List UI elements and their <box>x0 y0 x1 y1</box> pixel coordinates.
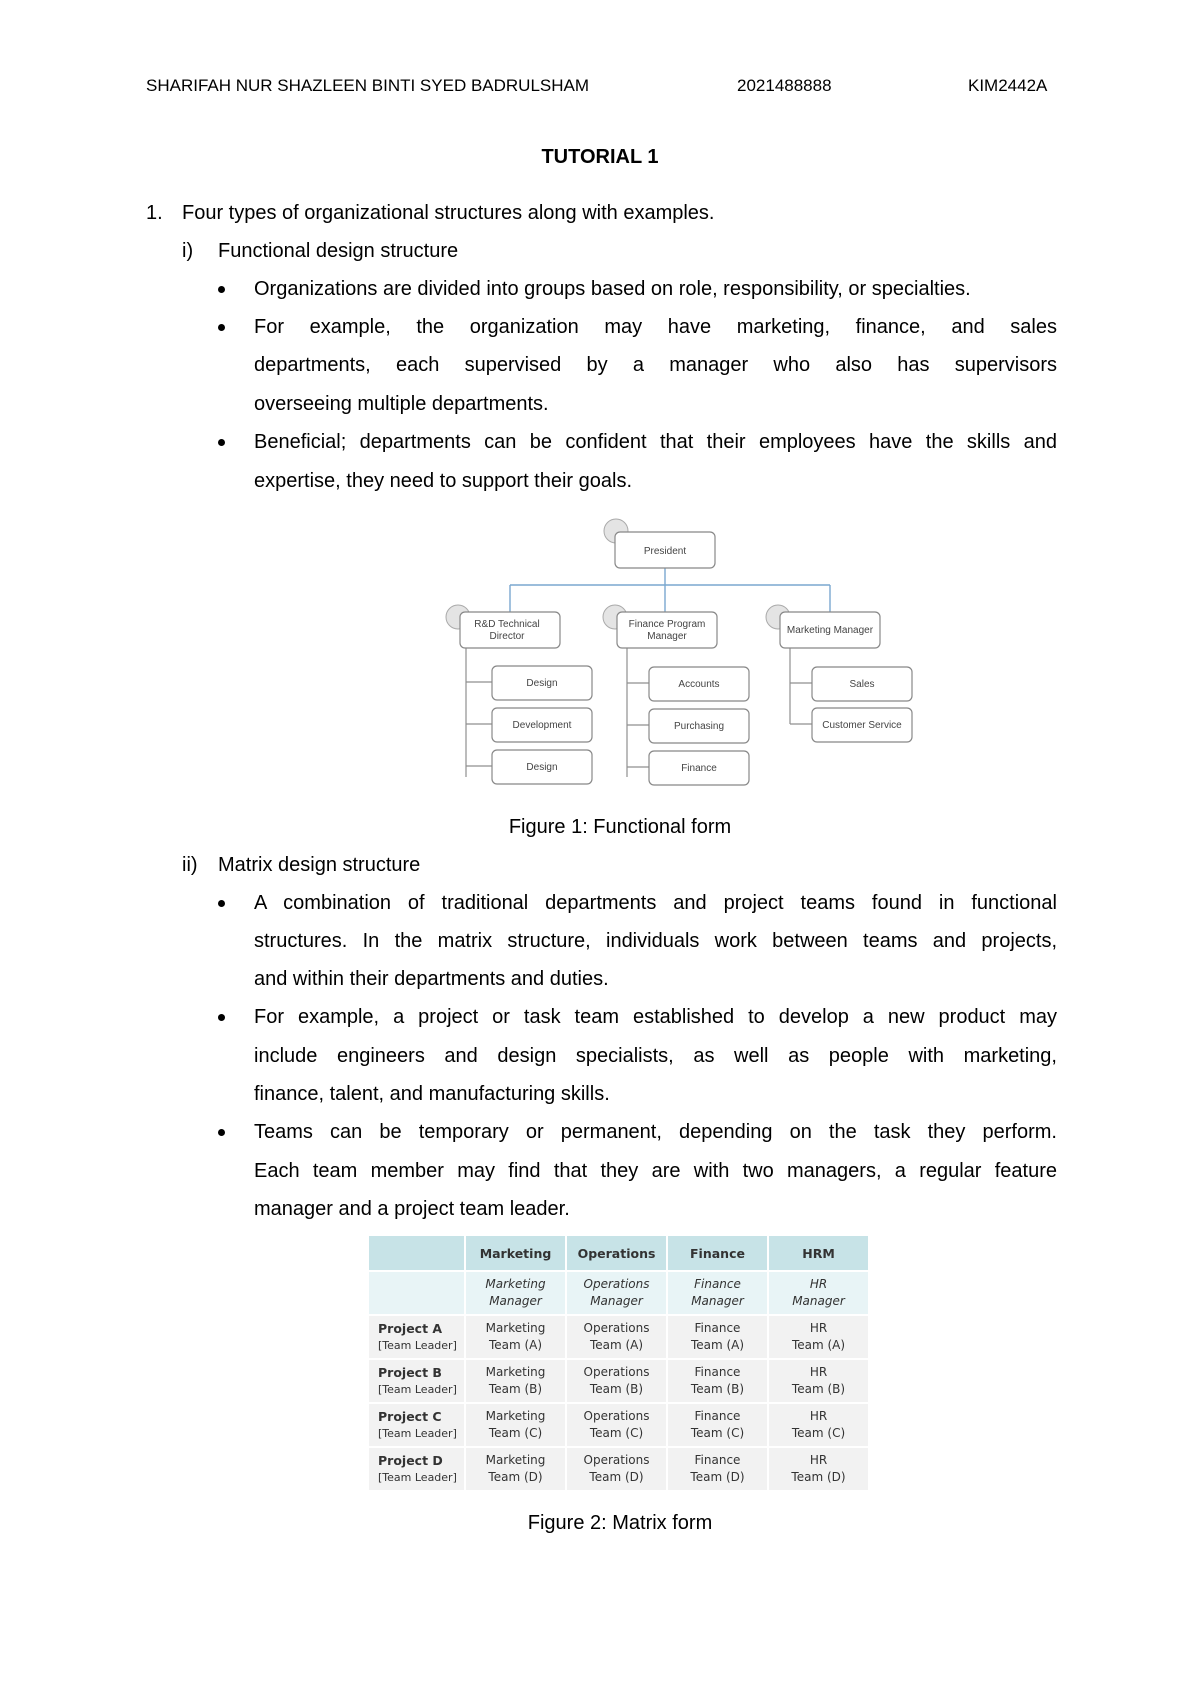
section-2-numeral: ii) <box>182 854 198 876</box>
org-label-rd-1: R&D Technical <box>474 619 540 630</box>
section-2-bullet-3-line-2: Each team member may find that they are with two managers, a regular feature <box>254 1160 1057 1182</box>
org-label-design-2: Design <box>526 762 558 773</box>
functional-org-chart <box>440 515 920 790</box>
matrix-team-cell: HR Team (B) <box>768 1359 869 1403</box>
matrix-team-cell: Operations Team (B) <box>566 1359 667 1403</box>
matrix-corner-cell <box>368 1235 465 1271</box>
matrix-column-header: Marketing <box>465 1235 566 1271</box>
org-label-development: Development <box>512 720 572 731</box>
section-1-numeral: i) <box>182 240 194 262</box>
figure-2-caption: Figure 2: Matrix form <box>527 1512 713 1534</box>
section-1-bullet-2-line-1: For example, the organization may have marketing, finance, and sales <box>254 316 1057 338</box>
matrix-project-row <box>368 1403 869 1447</box>
section-1-heading: Functional design structure <box>218 240 459 262</box>
matrix-project-cell: Project B [Team Leader] <box>368 1359 465 1403</box>
org-label-design: Design <box>526 678 558 689</box>
matrix-team-cell: HR Team (D) <box>768 1447 869 1491</box>
matrix-empty-cell <box>368 1271 465 1315</box>
matrix-team-cell: Marketing Team (B) <box>465 1359 566 1403</box>
matrix-manager-cell: Finance Manager <box>667 1271 768 1315</box>
section-1-bullet-2-line-2: departments, each supervised by a manager who also has supervisors <box>254 354 1057 376</box>
org-label-rd-2: Director <box>489 631 525 642</box>
section-2-bullet-1-line-2: structures. In the matrix structure, individuals work between teams and projects, <box>254 930 1057 952</box>
question-text: Four types of organizational structures along with examples. <box>182 202 715 224</box>
org-box-finance-manager <box>617 612 717 648</box>
bullet-icon <box>218 324 225 331</box>
section-1-bullet-3-line-2: expertise, they need to support their goals. <box>254 470 633 492</box>
org-label-purchasing: Purchasing <box>673 721 725 732</box>
bullet-icon <box>218 1129 225 1136</box>
section-2-bullet-2-line-2: include engineers and design specialists, as well as people with marketing, <box>254 1045 1057 1067</box>
section-1-bullet-3-line-1: Beneficial; departments can be confident that their employees have the skills and <box>254 431 1057 453</box>
matrix-table <box>367 1234 870 1492</box>
org-box-rd-director <box>460 612 560 648</box>
matrix-team-cell: Finance Team (B) <box>667 1359 768 1403</box>
matrix-team-cell: Finance Team (A) <box>667 1315 768 1359</box>
matrix-team-cell: HR Team (A) <box>768 1315 869 1359</box>
org-branch-marketing <box>790 647 812 724</box>
matrix-manager-cell: Operations Manager <box>566 1271 667 1315</box>
matrix-team-cell: Operations Team (A) <box>566 1315 667 1359</box>
matrix-column-header: Finance <box>667 1235 768 1271</box>
matrix-team-cell: Operations Team (D) <box>566 1447 667 1491</box>
matrix-team-cell: Finance Team (D) <box>667 1447 768 1491</box>
bullet-icon <box>218 439 225 446</box>
org-label-sales: Sales <box>849 679 875 690</box>
matrix-manager-cell: HR Manager <box>768 1271 869 1315</box>
question-number: 1. <box>146 202 163 224</box>
matrix-team-cell: HR Team (C) <box>768 1403 869 1447</box>
org-label-finance: Finance <box>681 763 717 774</box>
matrix-project-cell: Project D [Team Leader] <box>368 1447 465 1491</box>
matrix-column-header: Operations <box>566 1235 667 1271</box>
page-title: TUTORIAL 1 <box>541 146 659 168</box>
student-id: 2021488888 <box>737 76 832 95</box>
bullet-icon <box>218 900 225 907</box>
matrix-team-cell: Marketing Team (D) <box>465 1447 566 1491</box>
section-1-bullet-1: Organizations are divided into groups based on role, responsibility, or specialties. <box>254 278 971 300</box>
org-label-finance-1: Finance Program <box>628 619 706 630</box>
section-2-bullet-3-line-3: manager and a project team leader. <box>254 1198 570 1220</box>
matrix-project-row <box>368 1359 869 1403</box>
org-branch-rd <box>466 647 492 777</box>
org-branch-finance <box>627 647 649 777</box>
matrix-manager-row <box>368 1271 869 1315</box>
matrix-project-row <box>368 1447 869 1491</box>
matrix-project-cell: Project A [Team Leader] <box>368 1315 465 1359</box>
matrix-team-cell: Marketing Team (A) <box>465 1315 566 1359</box>
section-2-bullet-2-line-3: finance, talent, and manufacturing skills. <box>254 1083 610 1105</box>
matrix-team-cell: Marketing Team (C) <box>465 1403 566 1447</box>
org-label-customer-service: Customer Service <box>822 720 902 731</box>
matrix-manager-cell: Marketing Manager <box>465 1271 566 1315</box>
section-2-bullet-3-line-1: Teams can be temporary or permanent, depending on the task they perform. <box>254 1121 1057 1143</box>
matrix-project-cell: Project C [Team Leader] <box>368 1403 465 1447</box>
section-2-bullet-1-line-1: A combination of traditional departments and project teams found in functional <box>254 892 1057 914</box>
matrix-project-row <box>368 1315 869 1359</box>
org-label-president: President <box>643 546 687 557</box>
bullet-icon <box>218 286 225 293</box>
matrix-team-cell: Operations Team (C) <box>566 1403 667 1447</box>
class-code: KIM2442A <box>968 76 1048 95</box>
figure-1-caption: Figure 1: Functional form <box>508 816 732 838</box>
bullet-icon <box>218 1014 225 1021</box>
matrix-column-header: HRM <box>768 1235 869 1271</box>
section-2-bullet-1-line-3: and within their departments and duties. <box>254 968 609 990</box>
org-label-finance-2: Manager <box>647 631 687 642</box>
org-label-marketing: Marketing Manager <box>786 625 874 636</box>
matrix-header-row <box>368 1235 869 1271</box>
org-label-accounts: Accounts <box>678 679 720 690</box>
section-2-bullet-2-line-1: For example, a project or task team established to develop a new product may <box>254 1006 1057 1028</box>
section-1-bullet-2-line-3: overseeing multiple departments. <box>254 393 549 415</box>
matrix-team-cell: Finance Team (C) <box>667 1403 768 1447</box>
section-2-heading: Matrix design structure <box>218 854 421 876</box>
author-name: SHARIFAH NUR SHAZLEEN BINTI SYED BADRULSHAM <box>146 76 590 95</box>
